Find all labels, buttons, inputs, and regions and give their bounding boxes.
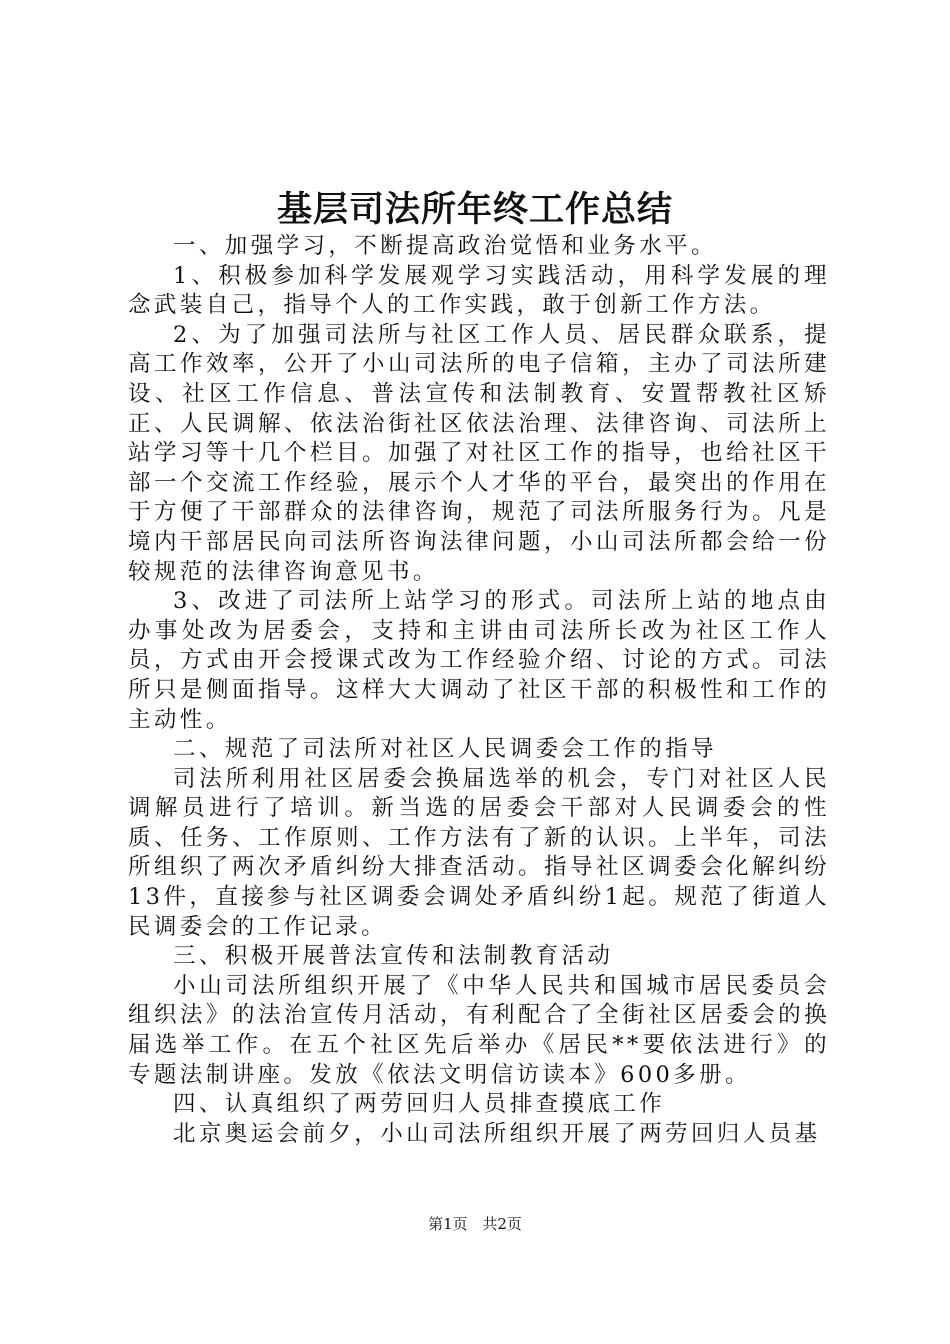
page-total: 共2页 <box>482 1215 522 1233</box>
page-number: 第1页 <box>428 1215 468 1233</box>
document-title: 基层司法所年终工作总结 <box>276 189 673 230</box>
paragraph-legal-education: 小山司法所组织开展了《中华人民共和国城市居民委员会组织法》的法治宣传月活动，有利配合了全街社区居委会的换届选举工作。在五个社区先后举办《居民**要依法进行》的专题法制讲座。发放《依法文明信访读本》600多册。 <box>128 972 830 1088</box>
paragraph-item-3: 3、改进了司法所上站学习的形式。司法所上站的地点由办事处改为居委会，支持和主讲由司法所长改为社区工作人员，方式由开会授课式改为工作经验介绍、讨论的方式。司法所只是侧面指导。这样大大调动了社区干部的积极性和工作的主动性。 <box>128 588 830 733</box>
section-heading-4: 四、认真组织了两劳回归人员排查摸底工作 <box>173 1091 666 1118</box>
document-body <box>128 232 830 1149</box>
page-footer <box>0 1214 950 1234</box>
section-heading-3: 三、积极开展普法宣传和法制教育活动 <box>173 943 614 970</box>
section-heading-2: 二、规范了司法所对社区人民调委会工作的指导 <box>173 736 717 763</box>
paragraph-olympics: 北京奥运会前夕，小山司法所组织开展了两劳回归人员基 <box>173 1120 821 1147</box>
paragraph-item-1: 1、积极参加科学发展观学习实践活动，用科学发展的理念武装自己，指导个人的工作实践，敢于创新工作方法。 <box>128 262 830 319</box>
section-heading-1: 一、加强学习，不断提高政治觉悟和业务水平。 <box>173 233 717 259</box>
paragraph-mediation: 司法所利用社区居委会换届选举的机会，专门对社区人民调解员进行了培训。新当选的居委会干部对人民调委会的性质、任务、工作原则、工作方法有了新的认识。上半年，司法所组织了两次矛盾纠纷大排查活动。指导社区调委会化解纠纷13件，直接参与社区调委会调处矛盾纠纷1起。规范了街道人民调委会的工作记录。 <box>128 765 830 940</box>
paragraph-item-2: 2、为了加强司法所与社区工作人员、居民群众联系，提高工作效率，公开了小山司法所的电子信箱，主办了司法所建设、社区工作信息、普法宣传和法制教育、安置帮教社区矫正、人民调解、依法治街社区依法治理、法律咨询、司法所上站学习等十几个栏目。加强了对社区工作的指导，也给社区干部一个交流工作经验，展示个人才华的平台，最突出的作用在于方便了干部群众的法律咨询，规范了司法所服务行为。凡是境内干部居民向司法所咨询法律问题，小山司法所都会给一份较规范的法律咨询意见书。 <box>128 321 830 585</box>
